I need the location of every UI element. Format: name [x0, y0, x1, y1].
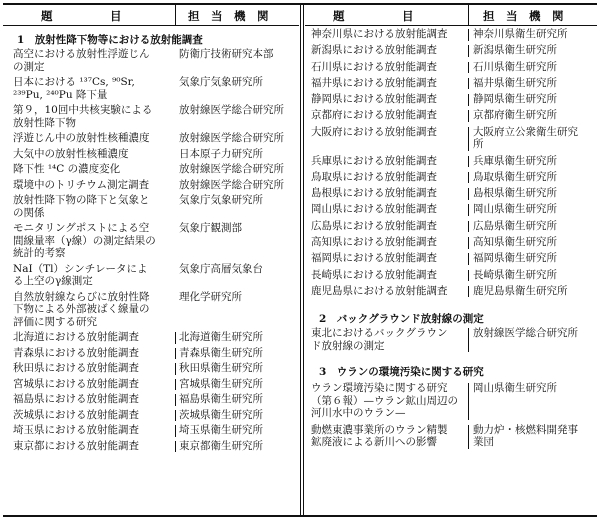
- row-title: NaI（Tl）シンチレータによ る上空のγ線測定: [13, 262, 148, 287]
- row-title: 埼玉県における放射能調査: [13, 424, 139, 436]
- row-agency: 放射線医学総合研究所: [179, 104, 284, 116]
- row-title: 秋田県における放射能調査: [13, 362, 139, 374]
- table-row: [3, 148, 299, 164]
- table-row: [3, 440, 299, 456]
- row-agency: 茨城県衛生研究所: [179, 408, 263, 421]
- row-divider: [468, 172, 469, 184]
- row-agency: 北海道衛生研究所: [179, 331, 263, 343]
- row-agency: 気象庁気象研究所: [179, 76, 263, 88]
- row-title: 青森県における放射能調査: [13, 346, 139, 359]
- table-row: [3, 393, 299, 409]
- table-row: [305, 220, 597, 236]
- row-agency: 放射線医学総合研究所: [179, 178, 284, 191]
- row-divider: [468, 328, 469, 352]
- row-title: 鹿児島県における放射能調査: [311, 284, 448, 297]
- row-agency: 神奈川県衛生研究所: [473, 28, 568, 40]
- table-row: [3, 347, 299, 363]
- right-column: [305, 5, 597, 515]
- row-title: 福島県における放射能調査: [13, 393, 139, 405]
- table-row: [305, 93, 597, 109]
- row-agency: 秋田県衛生研究所: [179, 362, 263, 374]
- row-title: 自然放射線ならびに放射性降 下物による外部被ばく線量の 評価に関する研究: [13, 290, 150, 328]
- row-agency: 福島県衛生研究所: [179, 393, 263, 405]
- row-agency: 青森県衛生研究所: [179, 346, 263, 359]
- table-row: [305, 171, 597, 187]
- header-divider: [175, 5, 176, 25]
- table-row: [3, 132, 299, 148]
- row-agency: 防衛庁技術研究本部: [179, 48, 274, 60]
- row-title: 日本における ¹³⁷Cs, ⁹⁰Sr, ²³⁹Pu, ²⁴⁰Pu 降下量: [13, 76, 135, 101]
- row-title: 島根県における放射能調査: [311, 187, 437, 200]
- row-title: 高空における放射性浮遊じん の測定: [13, 48, 150, 73]
- row-agency: 宮城県衛生研究所: [179, 377, 263, 390]
- table-row: [305, 382, 597, 424]
- column-separator: [303, 5, 304, 515]
- row-title: 放射性降下物の降下と気象と の関係: [13, 194, 150, 219]
- row-divider: [468, 286, 469, 298]
- row-divider: [175, 348, 176, 360]
- row-divider: [468, 425, 469, 449]
- section-heading-1: 1 放射性降下物等における放射能調査: [17, 34, 203, 46]
- table-row: [3, 362, 299, 378]
- row-agency: 大阪府立公衆衛生研究 所: [473, 125, 578, 151]
- row-title: モニタリングポストによる空 間線量率（γ線）の測定結果の 統計的考察: [13, 222, 156, 259]
- row-title: 大阪府における放射能調査: [311, 125, 437, 138]
- row-agency: 長崎県衛生研究所: [473, 268, 557, 281]
- row-title: 長崎県における放射能調査: [311, 268, 437, 281]
- row-agency: 気象庁観測部: [179, 222, 242, 234]
- table-row: [3, 424, 299, 440]
- right-rows: [305, 26, 597, 301]
- section-heading-3: 3 ウランの環境汚染に関する研究: [319, 366, 484, 379]
- row-title: 宮城県における放射能調査: [13, 377, 139, 390]
- row-divider: [468, 29, 469, 41]
- table-row: [3, 409, 299, 425]
- row-divider: [468, 94, 469, 106]
- table-row: [305, 28, 597, 44]
- table-row: [305, 187, 597, 203]
- row-title: 高知県における放射能調査: [311, 236, 437, 249]
- section-2-rows: [305, 327, 597, 354]
- row-agency: 石川県衛生研究所: [473, 60, 557, 73]
- table-row: [3, 263, 299, 291]
- left-column: [3, 5, 299, 515]
- row-divider: [468, 127, 469, 151]
- table-row: [3, 76, 299, 104]
- row-agency: 新潟県衛生研究所: [473, 44, 557, 57]
- row-divider: [175, 425, 176, 437]
- row-title: 石川県における放射能調査: [311, 60, 437, 73]
- row-divider: [468, 156, 469, 168]
- row-title: 福井県における放射能調査: [311, 76, 437, 89]
- table-row: [305, 269, 597, 285]
- row-agency: 鳥取県衛生研究所: [473, 170, 557, 183]
- table-row: [3, 378, 299, 394]
- row-title: 兵庫県における放射能調査: [311, 154, 437, 167]
- table-row: [305, 155, 597, 171]
- table-row: [3, 331, 299, 347]
- row-agency: 動力炉・核燃料開発事 業団: [473, 423, 578, 449]
- table-row: [305, 327, 597, 354]
- row-title: 第９，10回中共核実験による 放射性降下物: [13, 104, 153, 129]
- table-row: [305, 285, 597, 301]
- row-divider: [468, 270, 469, 282]
- row-divider: [468, 188, 469, 200]
- row-divider: [175, 394, 176, 406]
- row-divider: [468, 62, 469, 74]
- row-agency: 岡山県衛生研究所: [473, 382, 557, 395]
- row-agency: 広島県衛生研究所: [473, 219, 557, 232]
- row-divider: [468, 383, 469, 420]
- table-header: [305, 5, 597, 26]
- row-title: 東京都における放射能調査: [13, 439, 139, 452]
- row-divider: [175, 332, 176, 344]
- row-title: ウラン環境汚染に関する研究 （第６報）—ウラン鉱山周辺の 河川水中のウラン—: [311, 382, 458, 420]
- row-divider: [175, 410, 176, 422]
- table-row: [305, 109, 597, 125]
- table-row: [3, 163, 299, 179]
- header-agency: 担 当 機 関: [188, 9, 269, 23]
- row-agency: 日本原子力研究所: [179, 147, 263, 160]
- row-title: 環境中のトリチウム測定調査: [13, 178, 150, 191]
- row-title: 動燃東濃事業所のウラン精製 鉱廃液による新川への影響: [311, 423, 448, 449]
- row-title: 静岡県における放射能調査: [311, 93, 437, 106]
- row-agency: 埼玉県衛生研究所: [179, 424, 263, 436]
- row-agency: 福井県衛生研究所: [473, 76, 557, 89]
- row-divider: [175, 363, 176, 375]
- row-agency: 放射線医学総合研究所: [179, 163, 284, 175]
- table-row: [305, 203, 597, 219]
- table-row: [3, 48, 299, 76]
- table-row: [305, 236, 597, 252]
- row-title: 新潟県における放射能調査: [311, 44, 437, 57]
- row-agency: 理化学研究所: [179, 290, 242, 303]
- row-agency: 岡山県衛生研究所: [473, 203, 557, 216]
- row-divider: [468, 45, 469, 57]
- row-agency: 放射線医学総合研究所: [473, 327, 578, 340]
- row-title: 岡山県における放射能調査: [311, 203, 437, 216]
- row-agency: 東京都衛生研究所: [179, 439, 263, 452]
- column-separator: [300, 5, 301, 515]
- section-3-rows: [305, 382, 597, 453]
- row-title: 神奈川県における放射能調査: [311, 28, 448, 40]
- table-header: [3, 5, 299, 26]
- row-agency: 兵庫県衛生研究所: [473, 154, 557, 167]
- row-divider: [468, 253, 469, 265]
- table-row: [305, 252, 597, 268]
- row-title: 福岡県における放射能調査: [311, 252, 437, 265]
- row-title: 大気中の放射性核種濃度: [13, 147, 129, 160]
- row-agency: 放射線医学総合研究所: [179, 132, 284, 144]
- table-row: [305, 44, 597, 60]
- row-title: 広島県における放射能調査: [311, 219, 437, 232]
- table-row: [3, 179, 299, 195]
- row-agency: 島根県衛生研究所: [473, 187, 557, 200]
- table-row: [305, 424, 597, 453]
- header-title: 題 目: [41, 9, 122, 23]
- row-title: 東北におけるバックグラウン ド放射線の測定: [311, 327, 448, 352]
- table-row: [3, 104, 299, 132]
- section-heading-2: 2 バックグラウンド放射線の測定: [319, 313, 484, 326]
- row-agency: 鹿児島県衛生研究所: [473, 284, 568, 297]
- row-title: 浮遊じん中の放射性核種濃度: [13, 132, 150, 144]
- row-divider: [175, 379, 176, 391]
- left-rows: [3, 48, 299, 455]
- row-divider: [468, 204, 469, 216]
- row-title: 京都府における放射能調査: [311, 109, 437, 122]
- row-divider: [175, 441, 176, 453]
- row-title: 降下性 ¹⁴C の濃度変化: [13, 163, 121, 175]
- row-agency: 福岡県衛生研究所: [473, 252, 557, 265]
- table-row: [305, 61, 597, 77]
- row-agency: 気象庁気象研究所: [179, 194, 263, 206]
- row-agency: 京都府衛生研究所: [473, 109, 557, 122]
- header-agency: 担 当 機 関: [483, 9, 564, 23]
- header-title: 題 目: [333, 9, 414, 23]
- table-row: [3, 222, 299, 263]
- table-row: [3, 291, 299, 332]
- row-agency: 気象庁高層気象台: [179, 262, 263, 275]
- document-table: [3, 3, 597, 517]
- table-row: [305, 126, 597, 155]
- row-title: 北海道における放射能調査: [13, 331, 139, 343]
- row-divider: [468, 221, 469, 233]
- row-title: 茨城県における放射能調査: [13, 408, 139, 421]
- row-divider: [468, 78, 469, 90]
- table-row: [3, 194, 299, 222]
- row-agency: 静岡県衛生研究所: [473, 93, 557, 106]
- row-title: 鳥取県における放射能調査: [311, 170, 437, 183]
- header-divider: [468, 5, 469, 25]
- table-row: [305, 77, 597, 93]
- row-divider: [468, 110, 469, 122]
- row-agency: 高知県衛生研究所: [473, 236, 557, 249]
- row-divider: [468, 237, 469, 249]
